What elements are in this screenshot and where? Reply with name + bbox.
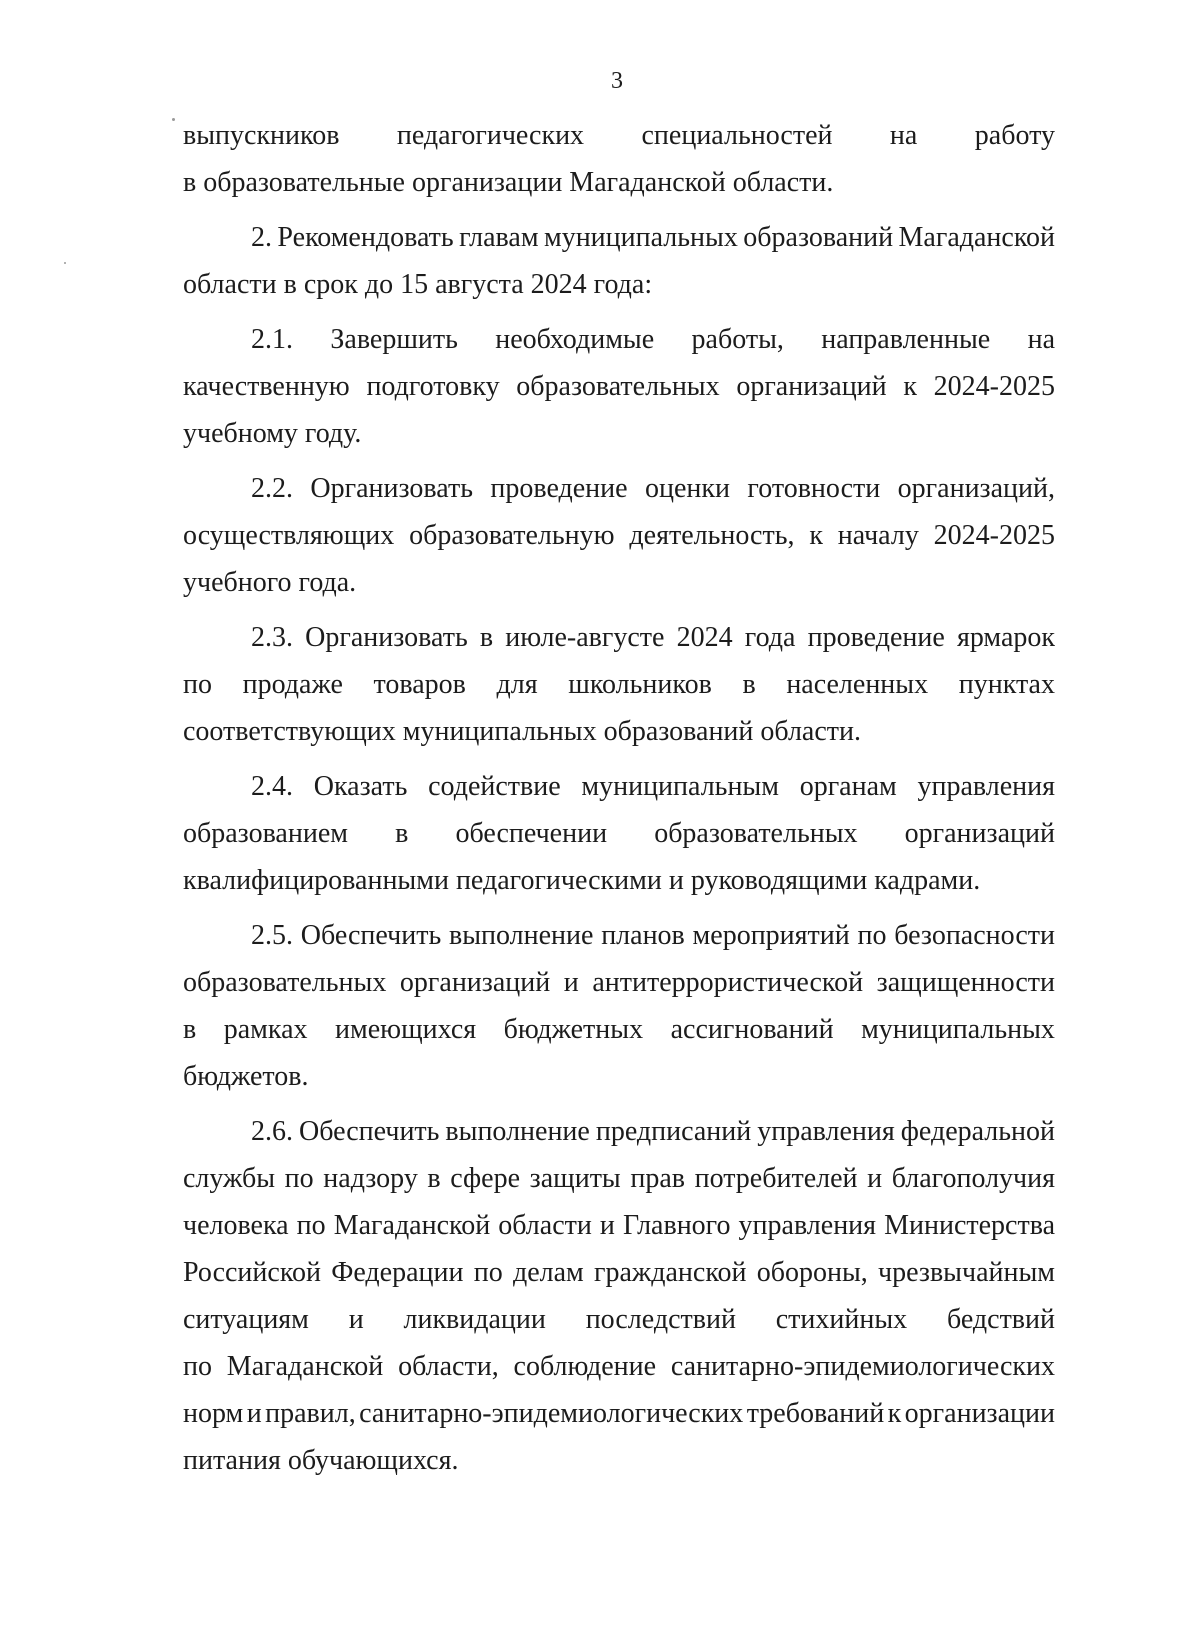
text-line: [183, 661, 1055, 708]
word: Завершить: [330, 324, 458, 355]
word: в: [183, 1014, 197, 1045]
text-line: 2. Рекомендовать главам муниципальных образований Магаданской: [251, 222, 1055, 253]
word: ассигнований: [670, 1014, 834, 1045]
word: работу: [974, 120, 1055, 151]
text-line: учебного года.: [183, 567, 357, 598]
word: педагогических: [396, 120, 585, 151]
word: образованием: [183, 818, 348, 849]
text-line: 2.4. Оказать содействие муниципальным органам управления: [251, 771, 1055, 802]
word: муниципальных: [861, 1014, 1055, 1045]
text-line: [183, 1006, 1055, 1053]
word: направленные: [821, 324, 991, 355]
word: имеющихся: [335, 1014, 477, 1045]
word: бедствий: [946, 1304, 1055, 1335]
text-line: в образовательные организации Магаданской области.: [183, 167, 834, 198]
text-line: квалифицированными педагогическими и руководящими кадрами.: [183, 865, 981, 896]
word: необходимые: [495, 324, 655, 355]
text-line: качественную подготовку образовательных организаций к 2024-2025: [183, 371, 1055, 402]
word: бюджетных: [503, 1014, 644, 1045]
scan-speck: [172, 118, 175, 121]
text-line: службы по надзору в сфере защиты прав потребителей и благополучия: [183, 1163, 1055, 1194]
text-line: [183, 112, 1055, 159]
paragraph-p2-6: [183, 1108, 1055, 1484]
text-line: 2.5. Обеспечить выполнение планов мероприятий по безопасности: [251, 920, 1055, 951]
paragraph-p2-4: [183, 763, 1055, 904]
word: товаров: [373, 669, 466, 700]
word: специальностей: [641, 120, 833, 151]
text-line: 2.3. Организовать в июле-августе 2024 года проведение ярмарок: [251, 622, 1055, 653]
word: продаже: [242, 669, 343, 700]
text-line: учебному году.: [183, 418, 362, 449]
word: школьников: [568, 669, 712, 700]
paragraph-p0: [183, 112, 1055, 206]
text-line: образовательных организаций и антитеррористической защищенности: [183, 967, 1055, 998]
word: пунктах: [958, 669, 1055, 700]
text-line: осуществляющих образовательную деятельность, к началу 2024-2025: [183, 520, 1055, 551]
text-line: человека по Магаданской области и Главного управления Министерства: [183, 1210, 1055, 1241]
scan-speck: [64, 262, 66, 264]
text-line: соответствующих муниципальных образований области.: [183, 716, 862, 747]
word: для: [496, 669, 538, 700]
word: стихийных: [775, 1304, 908, 1335]
paragraph-p2-5: [183, 912, 1055, 1100]
text-line: 2.6. Обеспечить выполнение предписаний управления федеральной: [251, 1116, 1055, 1147]
word: на: [1027, 324, 1055, 355]
word: образовательных: [654, 818, 858, 849]
word: 2.1.: [251, 324, 293, 355]
word: на: [889, 120, 918, 151]
paragraph-p2: [183, 214, 1055, 308]
word: обеспечении: [455, 818, 608, 849]
paragraph-p2-1: [183, 316, 1055, 457]
word: рамках: [223, 1014, 308, 1045]
text-line: [183, 1296, 1055, 1343]
text-line: 2.2. Организовать проведение оценки готовности организаций,: [251, 473, 1055, 504]
word: работы,: [691, 324, 784, 355]
text-line: [183, 810, 1055, 857]
text-line: питания обучающихся.: [183, 1445, 459, 1476]
text-line: по Магаданской области, соблюдение санитарно-эпидемиологических: [183, 1351, 1055, 1382]
word: организаций: [904, 818, 1055, 849]
text-line: [183, 316, 1055, 363]
word: и: [348, 1304, 364, 1335]
word: последствий: [585, 1304, 736, 1335]
word: выпускников: [183, 120, 340, 151]
word: ликвидации: [403, 1304, 546, 1335]
word: в: [742, 669, 756, 700]
text-line: норм и правил, санитарно-эпидемиологических требований к организации: [183, 1398, 1055, 1429]
word: населенных: [786, 669, 929, 700]
text-line: бюджетов.: [183, 1061, 309, 1092]
paragraph-p2-2: [183, 465, 1055, 606]
document-body: [183, 112, 1055, 1484]
word: ситуациям: [183, 1304, 309, 1335]
text-line: области в срок до 15 августа 2024 года:: [183, 269, 653, 300]
paragraph-p2-3: [183, 614, 1055, 755]
page-number: 3: [611, 68, 623, 94]
text-line: Российской Федерации по делам гражданской обороны, чрезвычайным: [183, 1257, 1055, 1288]
word: по: [183, 669, 212, 700]
word: в: [395, 818, 409, 849]
